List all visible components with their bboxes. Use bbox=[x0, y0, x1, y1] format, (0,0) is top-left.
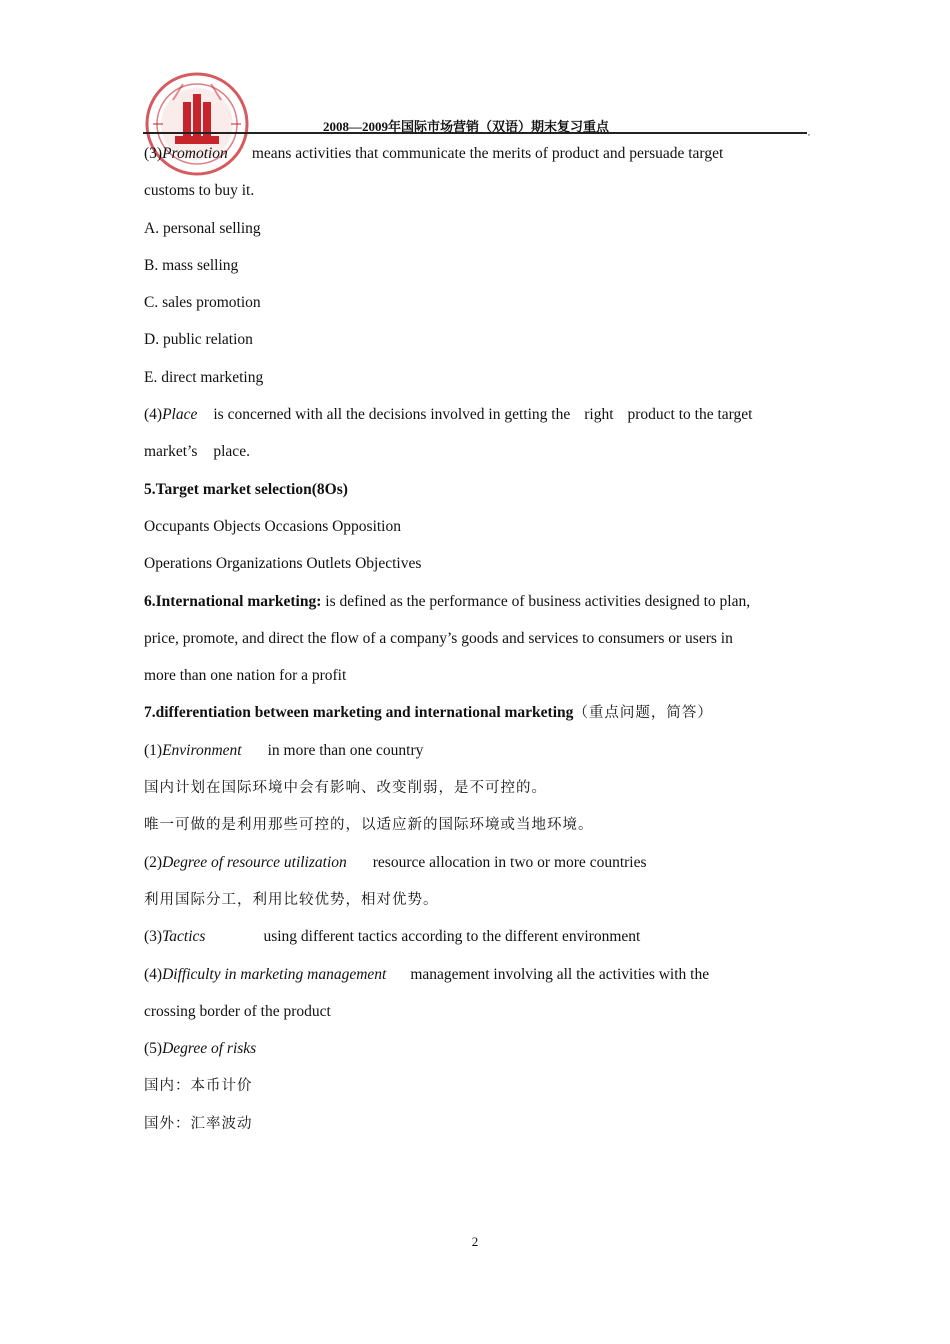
section-6-heading: 6.International marketing: bbox=[144, 592, 322, 610]
page-number: 2 bbox=[471, 1234, 479, 1249]
option-a: A. personal selling bbox=[144, 219, 261, 237]
section-6-line-2: price, promote, and direct the flow of a company’s goods and services to consumers or users in bbox=[144, 629, 733, 647]
promotion-line-2: customs to buy it. bbox=[144, 182, 255, 200]
option-d: D. public relation bbox=[144, 331, 253, 349]
place-line-2: market’s place. bbox=[144, 443, 250, 461]
difficulty-term: Difficulty in marketing management bbox=[162, 965, 387, 983]
environment-zh-1: 国内计划在国际环境中会有影响、改变削弱，是不可控的。 bbox=[144, 780, 547, 797]
option-c: C. sales promotion bbox=[144, 294, 261, 312]
resource-line: (2)Degree of resource utilization resource allocation in two or more countries bbox=[144, 853, 647, 871]
place-line: (4)Place is concerned with all the decisions involved in getting the right product to the target bbox=[144, 406, 753, 424]
environment-term: Environment bbox=[162, 741, 242, 759]
section-7-heading-line bbox=[144, 701, 808, 738]
section-5-heading: 5.Target market selection(8Os) bbox=[144, 480, 348, 498]
section-5-line-1: Occupants Objects Occasions Opposition bbox=[144, 517, 401, 535]
place-term: Place bbox=[162, 406, 198, 424]
page-header-title: 2008—2009年国际市场营销（双语）期末复习重点 bbox=[323, 119, 610, 134]
resource-term: Degree of resource utilization bbox=[162, 853, 347, 871]
tactics-term: Tactics bbox=[162, 928, 206, 946]
risk-zh-1: 国内：本币计价 bbox=[144, 1078, 253, 1095]
section-5-line-2: Operations Organizations Outlets Objectives bbox=[144, 555, 422, 573]
promotion-line: (3)Promotion means activities that communicate the merits of product and persuade target bbox=[144, 145, 724, 162]
risk-zh-2: 国外：汇率波动 bbox=[144, 1115, 253, 1132]
environment-line: (1)Environment in more than one country bbox=[144, 741, 424, 759]
section-7-note: （重点问题，简答） bbox=[573, 705, 713, 722]
promotion-term: Promotion bbox=[162, 145, 228, 162]
document-body bbox=[144, 142, 808, 1149]
difficulty-line: (4)Difficulty in marketing management management involving all the activities with the bbox=[144, 965, 710, 983]
tactics-line: (3)Tactics using different tactics according to the different environment bbox=[144, 928, 641, 946]
section-6-line-1: 6.International marketing: is defined as the performance of business activities designed to plan, bbox=[144, 592, 751, 610]
header-mark: , bbox=[808, 128, 810, 137]
risk-line: (5)Degree of risks bbox=[144, 1040, 257, 1058]
option-e: E. direct marketing bbox=[144, 368, 264, 386]
header-divider bbox=[143, 132, 807, 134]
difficulty-line-2: crossing border of the product bbox=[144, 1002, 331, 1020]
section-7-heading: 7.differentiation between marketing and international marketing bbox=[144, 704, 574, 722]
environment-zh-2: 唯一可做的是利用那些可控的，以适应新的国际环境或当地环境。 bbox=[144, 817, 594, 834]
option-b: B. mass selling bbox=[144, 256, 239, 274]
resource-zh: 利用国际分工，利用比较优势，相对优势。 bbox=[144, 891, 439, 908]
section-6-line-3: more than one nation for a profit bbox=[144, 667, 347, 685]
risk-term: Degree of risks bbox=[162, 1040, 257, 1058]
